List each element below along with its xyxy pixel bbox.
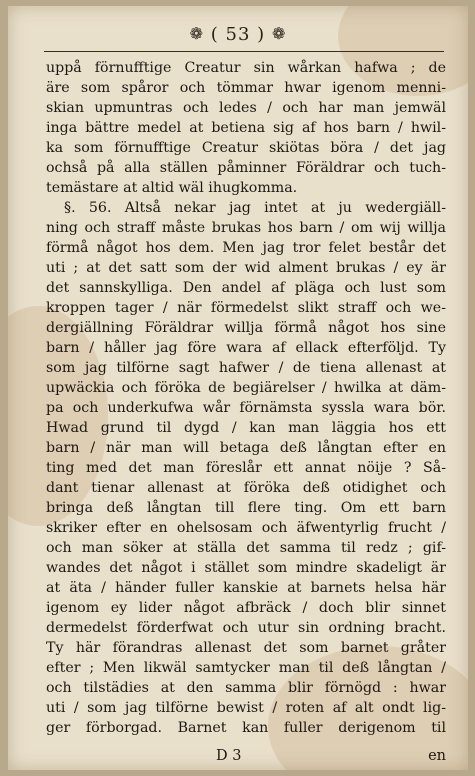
text-line: uti / som jag tilförne bewist / roten af alt ondt lig- [46, 700, 446, 716]
catchword: en [428, 748, 446, 764]
body-text [46, 58, 446, 738]
text-line: det sannskylliga. Den andel af pläga och lust som [46, 280, 446, 296]
text-line: uppå förnufftige Creatur sin wårkan hafwa ; de [46, 60, 446, 76]
text-line: som jag tilförne sagt hafwer / de tiena allenast at [46, 360, 446, 376]
flower-ornament-icon: ❁ [189, 24, 205, 43]
text-line: och tilstädies at den samma blir förnögd : hwar [46, 680, 446, 696]
text-line: barn / när man will betaga deß långtan efter en [46, 440, 446, 456]
text-line: Hwad grund til dygd / kan man läggia hos ett [46, 420, 446, 436]
text-line: skian upmuntras och ledes / och har man jemwäl [46, 100, 446, 116]
text-line: at äta / händer fuller kanskie at barnets helsa här [46, 580, 446, 596]
text-line: pa och underkufwa wår förnämsta syssla wara bör. [46, 400, 446, 416]
text-line: inga bättre medel at betiena sig af hos barn / hwil- [46, 120, 446, 136]
page-number: ( 53 ) [210, 24, 266, 45]
text-line: dermedelst förderfwat och utur sin ordning bracht. [46, 620, 446, 636]
text-line: uti ; at det satt som der wid alment brukas / ey är [46, 260, 446, 276]
text-line: och man söker at ställa det samma til redz ; gif- [46, 540, 446, 556]
header-rule [44, 51, 444, 52]
flower-ornament-icon: ❁ [271, 24, 287, 43]
page-footer [46, 748, 446, 768]
text-line: igenom ey lider något afbräck / doch blir sinnet [46, 600, 446, 616]
text-line: wandes det något i stället som mindre skadeligt är [46, 560, 446, 576]
signature-mark: D 3 [216, 748, 242, 764]
text-line: skriker efter en ohelsosam och äfwentyrlig frucht / [46, 520, 446, 536]
text-line: dant tienar allenast at föröka deß otidighet och [46, 480, 446, 496]
text-line: dergiällning Föräldrar willja förmå något hos sine [46, 320, 446, 336]
text-line: §. 56. Altså nekar jag intet at ju wedergiäll- [64, 200, 446, 216]
book-page [8, 6, 468, 770]
text-line: kroppen tager / när förmedelst slikt straff och we- [46, 300, 446, 316]
text-line: ting med det man föreslår ett annat nöije ? Så- [46, 460, 446, 476]
text-line: bringa deß långtan till flere ting. Om ett barn [46, 500, 446, 516]
text-line: förmå något hos dem. Men jag tror felet består det [46, 240, 446, 256]
text-line: efter ; Men likwäl samtycker man til deß långtan / [46, 660, 446, 676]
text-line: ning och straff måste brukas hos barn / om wij willja [46, 220, 446, 236]
text-line: barn / håller jag före wara af ellack efterföljd. Ty [46, 340, 446, 356]
text-line: temästare at altid wäl ihugkomma. [46, 180, 298, 196]
page-header [8, 24, 468, 45]
text-line: ochså på alla ställen påminner Föräldrar och tuch- [46, 160, 446, 176]
text-line: Ty här förandras allenast det som barnet gråter [46, 640, 446, 656]
text-line: upwäckia och föröka de begiärelser / hwilka at däm- [46, 380, 446, 396]
text-line: ka som förnufftige Creatur skiötas böra / det jag [46, 140, 446, 156]
text-line: äre som spåror och tömmar hwar igenom menni- [46, 80, 446, 96]
text-line: ger förborgad. Barnet kan fuller derigenom til [46, 720, 446, 736]
